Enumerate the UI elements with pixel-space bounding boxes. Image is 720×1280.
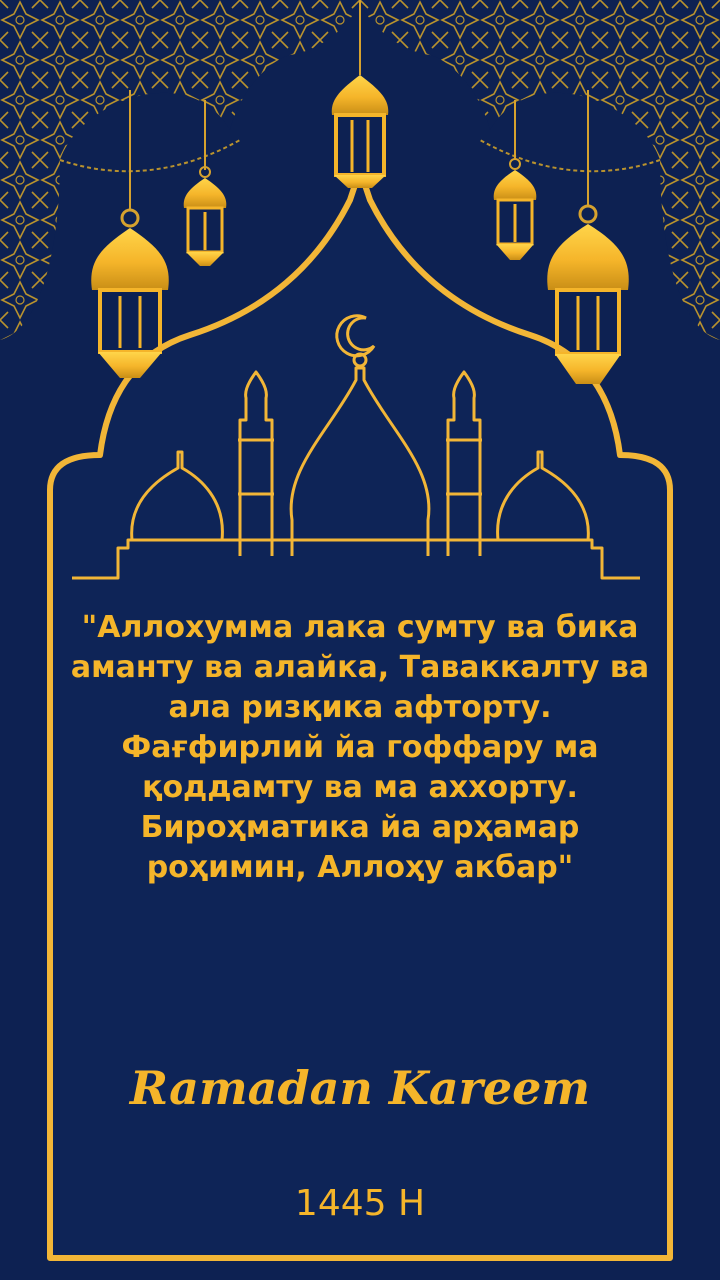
hijri-year: 1445 H	[294, 1183, 426, 1224]
greeting-title: Ramadan Kareem	[129, 1061, 591, 1115]
prayer-text: "Аллохумма лака сумту ва бика аманту ва алайка, Таваккалту ва ала ризқика афторту. Фағфирлий йа гоффару ма қоддамту ва ма аххорту. Бироҳматика йа арҳамар роҳимин, Аллоҳу акбар"	[70, 610, 650, 885]
